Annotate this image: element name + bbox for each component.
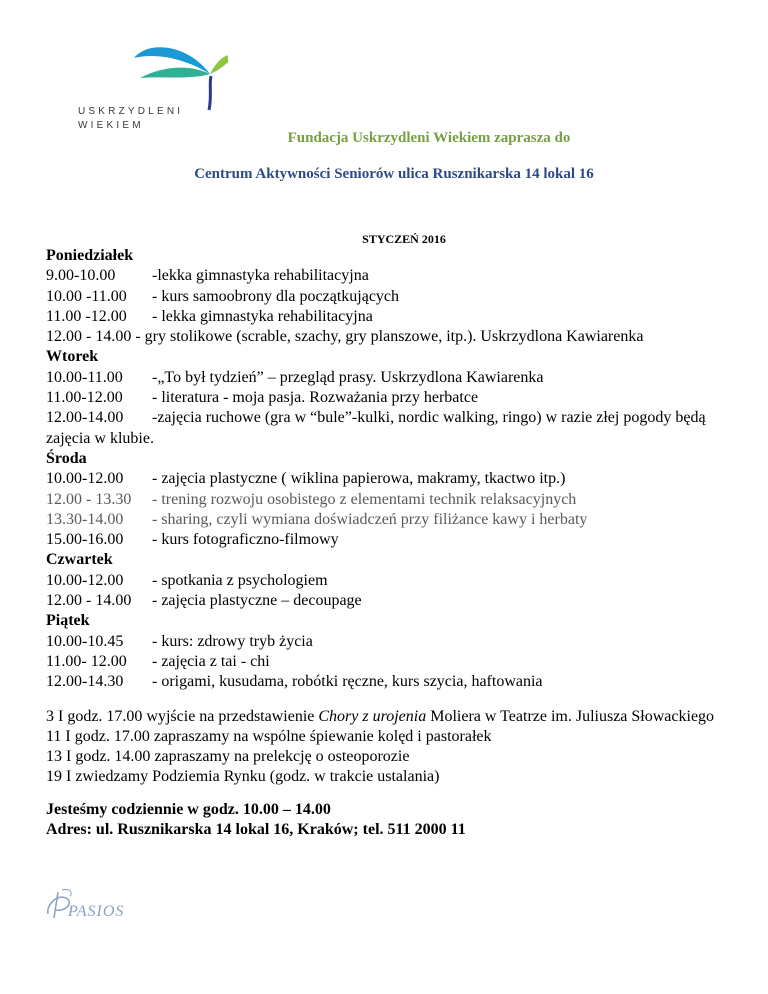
day-tuesday: Wtorek bbox=[46, 348, 99, 366]
schedule-item: 9.00-10.00 -lekka gimnastyka rehabilitacyjna bbox=[46, 267, 369, 285]
event-tour: 19 I zwiedzamy Podziemia Rynku (godz. w trakcie ustalania) bbox=[46, 768, 440, 786]
pasios-logo-icon bbox=[44, 884, 134, 924]
day-friday: Piątek bbox=[46, 612, 90, 630]
schedule-item: 12.00 - 13.30 - trening rozwoju osobistego z elementami technik relaksacyjnych bbox=[46, 490, 577, 508]
event-lecture: 13 I godz. 14.00 zapraszamy na prelekcję o osteoporozie bbox=[46, 748, 410, 766]
center-address-title: Centrum Aktywności Seniorów ulica Rusznikarska 14 lokal 16 bbox=[194, 166, 594, 182]
schedule-item: 10.00-10.45 - kurs: zdrowy tryb życia bbox=[46, 632, 313, 650]
schedule-item: 10.00-12.00 - zajęcia plastyczne ( wiklina papierowa, makramy, tkactwo itp.) bbox=[46, 470, 566, 488]
event-theatre: 3 I godz. 17.00 wyjście na przedstawienie Chory z urojenia Moliera w Teatrze im. Juliusza Słowackiego bbox=[46, 707, 715, 725]
day-thursday: Czwartek bbox=[46, 551, 113, 569]
schedule-item: 10.00-12.00 - spotkania z psychologiem bbox=[46, 571, 328, 589]
schedule-item: 15.00-16.00 - kurs fotograficzno-filmowy bbox=[46, 531, 339, 549]
schedule-item: 12.00 - 14.00 - zajęcia plastyczne – decoupage bbox=[46, 592, 362, 610]
month-title: STYCZEŃ 2016 bbox=[362, 232, 446, 246]
day-monday: Poniedziałek bbox=[46, 247, 134, 264]
schedule-item: 10.00 -11.00 - kurs samoobrony dla początkujących bbox=[46, 287, 400, 305]
logo-text-line2: WIEKIEM bbox=[78, 120, 144, 131]
event-carols: 11 I godz. 17.00 zapraszamy na wspólne śpiewanie kolęd i pastorałek bbox=[46, 727, 492, 745]
pasios-logo bbox=[44, 884, 134, 924]
schedule-item: 11.00- 12.00 - zajęcia z tai - chi bbox=[46, 652, 270, 670]
schedule-item: 11.00 -12.00 - lekka gimnastyka rehabilitacyjna bbox=[46, 307, 373, 325]
schedule-item: 11.00-12.00 - literatura - moja pasja. Rozważania przy herbatce bbox=[46, 389, 479, 407]
schedule-item: 12.00 - 14.00 - gry stolikowe (scrable, szachy, gry planszowe, itp.). Uskrzydlona Kawiarenka bbox=[46, 328, 644, 346]
foundation-invite: Fundacja Uskrzydleni Wiekiem zaprasza do bbox=[287, 130, 571, 146]
schedule-item: 10.00-11.00 -„To był tydzień” – przegląd prasy. Uskrzydlona Kawiarenka bbox=[46, 368, 544, 386]
schedule-content bbox=[46, 246, 746, 840]
uskrzydleni-wiekiem-logo bbox=[78, 44, 228, 134]
logo-text-line1: USKRZYDLENI bbox=[78, 106, 184, 117]
svg-text:PASIOS: PASIOS bbox=[68, 903, 125, 920]
address-line: Adres: ul. Rusznikarska 14 lokal 16, Kraków; tel. 511 2000 11 bbox=[46, 821, 466, 839]
opening-hours: Jesteśmy codziennie w godz. 10.00 – 14.00 bbox=[46, 800, 331, 818]
schedule-item: 12.00-14.30 - origami, kusudama, robótki ręczne, kurs szycia, haftowania bbox=[46, 673, 543, 691]
schedule-item: 12.00-14.00 -zajęcia ruchowe (gra w “bule”-kulki, nordic walking, ringo) w razie złej pogody będą zajęcia w klubie. bbox=[46, 409, 706, 447]
day-wednesday: Środa bbox=[46, 449, 87, 467]
schedule-item: 13.30-14.00 - sharing, czyli wymiana doświadczeń przy filiżance kawy i herbaty bbox=[46, 510, 588, 528]
